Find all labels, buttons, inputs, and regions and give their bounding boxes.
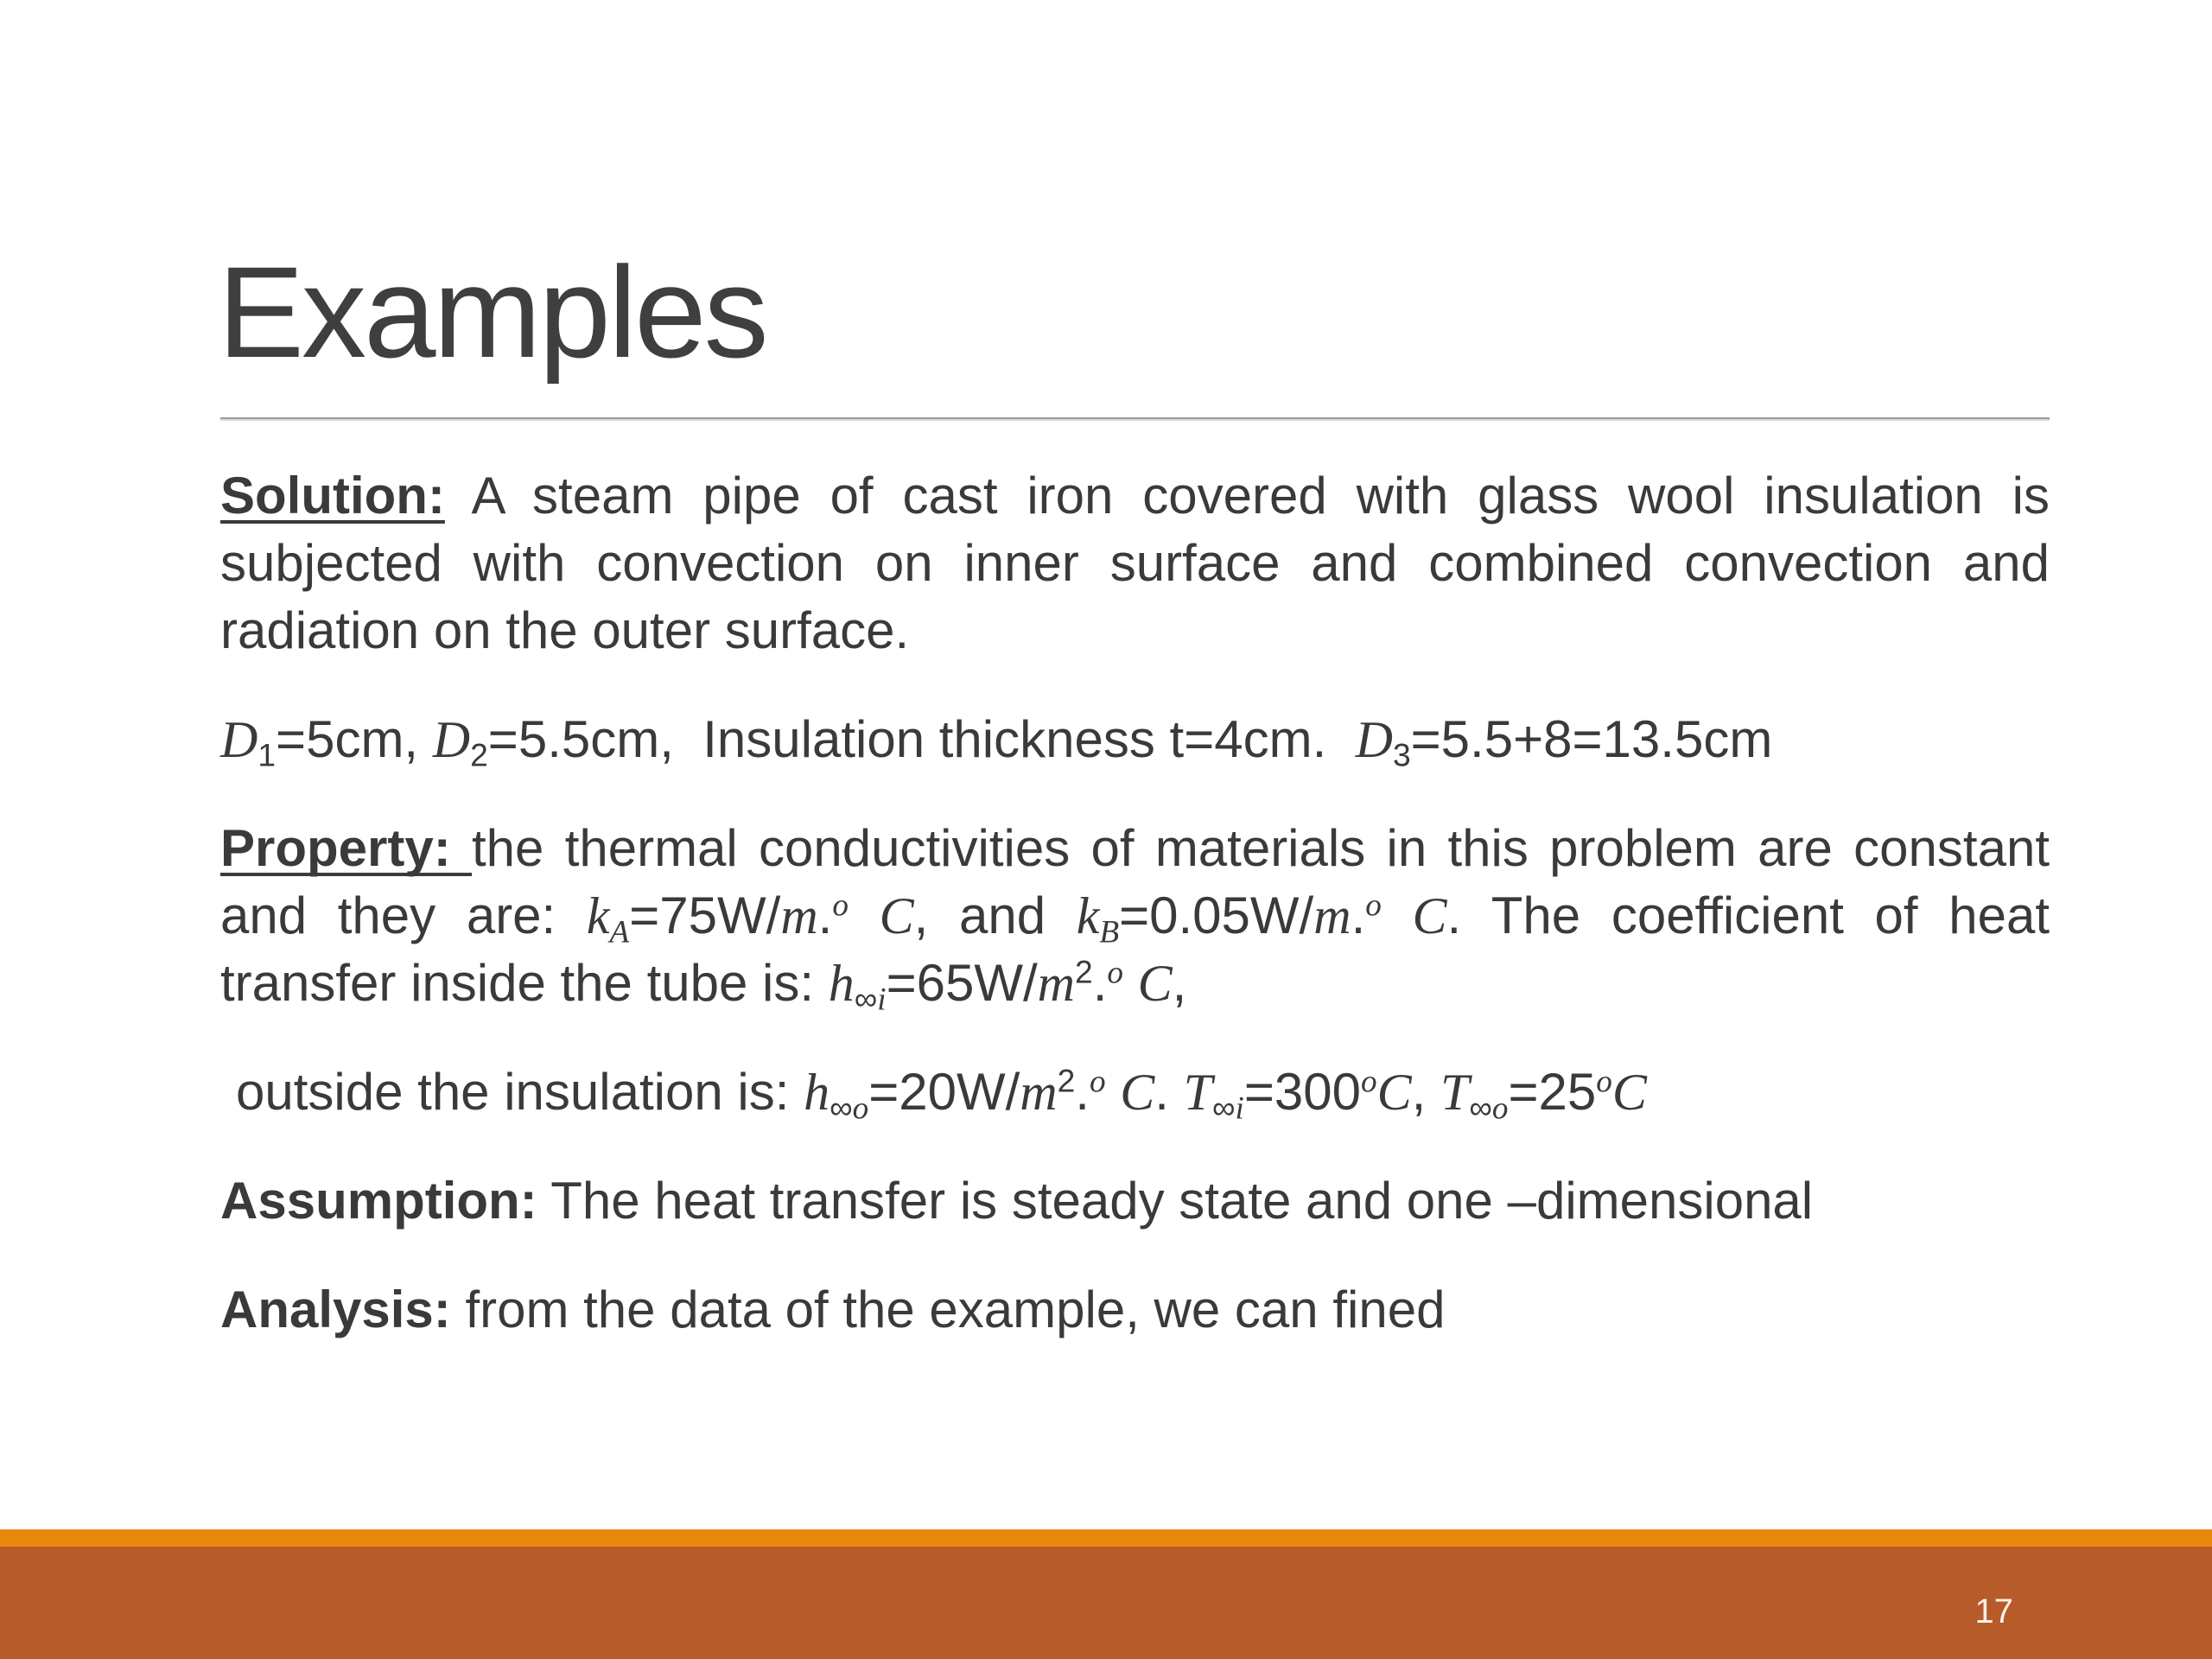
slide-body bbox=[220, 419, 2050, 1385]
paragraph-solution bbox=[220, 462, 2050, 664]
assumption-label: Assumption: bbox=[220, 1172, 537, 1230]
paragraph-assumption bbox=[220, 1167, 2050, 1235]
paragraph-dimensions bbox=[220, 706, 2050, 773]
analysis-label: Analysis: bbox=[220, 1281, 451, 1338]
footer-accent-strip bbox=[0, 1529, 2212, 1547]
outside-math: outside the insulation is: $h\infty o=20W/m^2.^o$ C. $T\infty i=300^oC$, $T\infty o=25^oC$ bbox=[236, 1062, 1647, 1127]
analysis-text: from the data of the example, we can fined bbox=[450, 1281, 1446, 1338]
dimensions-math: D1=5cm, D2=5.5cm, Insulation thickness t=4cm. D3=5.5+8=13.5cm bbox=[220, 710, 1773, 773]
paragraph-property bbox=[220, 815, 2050, 1017]
property-text: the thermal conductivities of materials in this problem are constant and they are: kA=75W/m.$^o$ C, and kB=0.05W/m.$^o$ C. The coefficient of heat transfer inside the tube is: $h\infty i=65W/m^2.^o$ C, bbox=[220, 819, 2050, 1018]
solution-text: A steam pipe of cast iron covered with glass wool insulation is subjected with convection on inner surface and combined convection and radiation on the outer surface. bbox=[220, 467, 2050, 659]
footer-band bbox=[0, 1547, 2212, 1659]
slide-title: Examples bbox=[218, 239, 766, 385]
page-number: 17 bbox=[1974, 1592, 2013, 1630]
assumption-text: The heat transfer is steady state and one –dimensional bbox=[537, 1172, 1814, 1230]
paragraph-outside bbox=[220, 1058, 2050, 1126]
property-label: Property: bbox=[220, 819, 472, 877]
paragraph-analysis bbox=[220, 1276, 2050, 1344]
solution-label: Solution: bbox=[220, 467, 445, 524]
